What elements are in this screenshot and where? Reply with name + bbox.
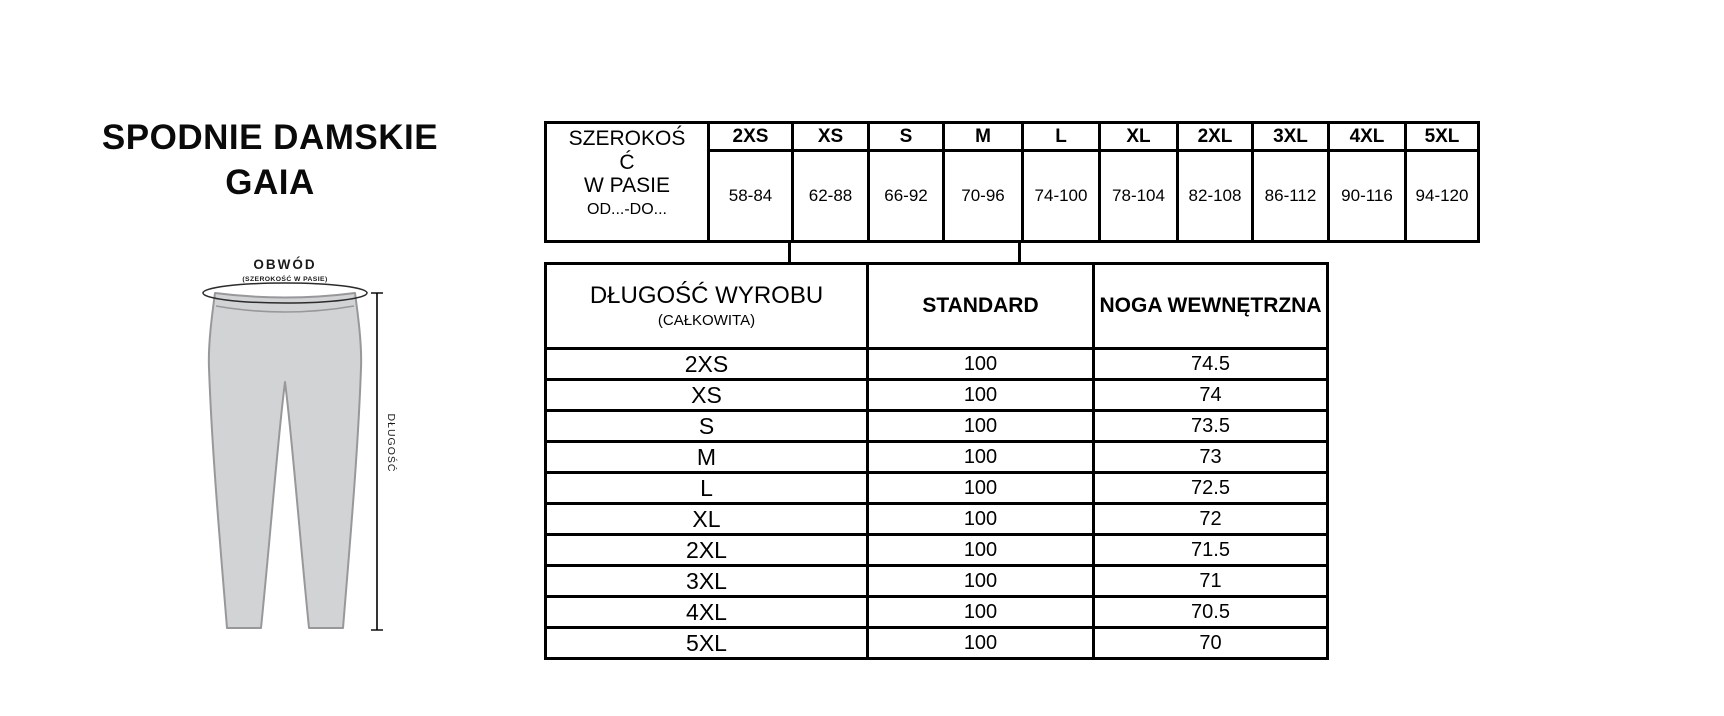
size-header-cell: 2XS — [709, 123, 793, 151]
size-header-cell: XL — [1100, 123, 1178, 151]
width-table-header-cell — [546, 123, 709, 242]
row-inner-leg-cell: 71 — [1094, 566, 1328, 597]
range-cell: 78-104 — [1100, 151, 1178, 242]
waist-width-table — [544, 121, 1480, 243]
row-standard-cell: 100 — [868, 597, 1094, 628]
range-cell: 70-96 — [944, 151, 1023, 242]
table-row — [546, 597, 1328, 628]
page-title — [55, 116, 485, 206]
range-cell: 66-92 — [869, 151, 944, 242]
pants-diagram — [170, 240, 400, 660]
length-title: DŁUGOŚĆ WYROBU — [589, 281, 824, 309]
row-size-cell: 2XL — [546, 535, 868, 566]
width-header-line: Ć — [619, 150, 635, 174]
width-header-line: SZEROKOŚ — [568, 127, 686, 150]
row-inner-leg-cell: 73.5 — [1094, 411, 1328, 442]
length-label: DŁUGOŚĆ — [385, 413, 397, 473]
garment-length-table — [544, 262, 1329, 660]
table-row — [546, 504, 1328, 535]
waist-label: OBWÓD — [253, 257, 317, 272]
row-size-cell: S — [546, 411, 868, 442]
row-standard-cell: 100 — [868, 628, 1094, 659]
row-size-cell: L — [546, 473, 868, 504]
size-header-cell: 5XL — [1406, 123, 1479, 151]
width-header-line: W PASIE — [584, 174, 670, 198]
size-header-cell: 4XL — [1329, 123, 1406, 151]
size-header-cell: M — [944, 123, 1023, 151]
range-cell: 62-88 — [793, 151, 869, 242]
size-header-cell: S — [869, 123, 944, 151]
table-row — [546, 628, 1328, 659]
table-row — [546, 411, 1328, 442]
row-inner-leg-cell: 70 — [1094, 628, 1328, 659]
size-header-cell: 3XL — [1253, 123, 1329, 151]
row-inner-leg-cell: 73 — [1094, 442, 1328, 473]
row-inner-leg-cell: 70.5 — [1094, 597, 1328, 628]
size-header-cell: L — [1023, 123, 1100, 151]
pants-shape — [209, 293, 361, 628]
width-table-size-row — [546, 123, 1479, 151]
row-inner-leg-cell: 71.5 — [1094, 535, 1328, 566]
row-standard-cell: 100 — [868, 380, 1094, 411]
row-inner-leg-cell: 72 — [1094, 504, 1328, 535]
row-size-cell: XS — [546, 380, 868, 411]
row-size-cell: 5XL — [546, 628, 868, 659]
length-table-header-row — [546, 264, 1328, 349]
row-standard-cell: 100 — [868, 535, 1094, 566]
range-cell: 74-100 — [1023, 151, 1100, 242]
row-size-cell: 3XL — [546, 566, 868, 597]
range-cell: 94-120 — [1406, 151, 1479, 242]
size-header-cell: XS — [793, 123, 869, 151]
table-row — [546, 473, 1328, 504]
row-inner-leg-cell: 74 — [1094, 380, 1328, 411]
length-subtitle: (CAŁKOWITA) — [657, 311, 756, 329]
row-inner-leg-cell: 72.5 — [1094, 473, 1328, 504]
width-header-range-hint: OD...-DO... — [587, 201, 667, 219]
range-cell: 58-84 — [709, 151, 793, 242]
waist-sublabel: (SZEROKOŚĆ W PASIE) — [242, 276, 328, 283]
standard-header-cell: STANDARD — [868, 264, 1094, 349]
table-row — [546, 349, 1328, 380]
row-size-cell: XL — [546, 504, 868, 535]
row-standard-cell: 100 — [868, 411, 1094, 442]
row-standard-cell: 100 — [868, 566, 1094, 597]
row-size-cell: 4XL — [546, 597, 868, 628]
inner-leg-header-cell: NOGA WEWNĘTRZNA — [1094, 264, 1328, 349]
length-title-cell — [546, 264, 868, 349]
row-standard-cell: 100 — [868, 473, 1094, 504]
page-title-line-2: GAIA — [225, 162, 315, 202]
size-header-cell: 2XL — [1178, 123, 1253, 151]
range-cell: 86-112 — [1253, 151, 1329, 242]
table-row — [546, 380, 1328, 411]
table-row — [546, 442, 1328, 473]
table-row — [546, 566, 1328, 597]
row-inner-leg-cell: 74.5 — [1094, 349, 1328, 380]
row-size-cell: 2XS — [546, 349, 868, 380]
range-cell: 82-108 — [1178, 151, 1253, 242]
row-standard-cell: 100 — [868, 504, 1094, 535]
row-standard-cell: 100 — [868, 442, 1094, 473]
page-title-line-1: SPODNIE DAMSKIE — [101, 118, 439, 157]
row-standard-cell: 100 — [868, 349, 1094, 380]
table-row — [546, 535, 1328, 566]
range-cell: 90-116 — [1329, 151, 1406, 242]
row-size-cell: M — [546, 442, 868, 473]
